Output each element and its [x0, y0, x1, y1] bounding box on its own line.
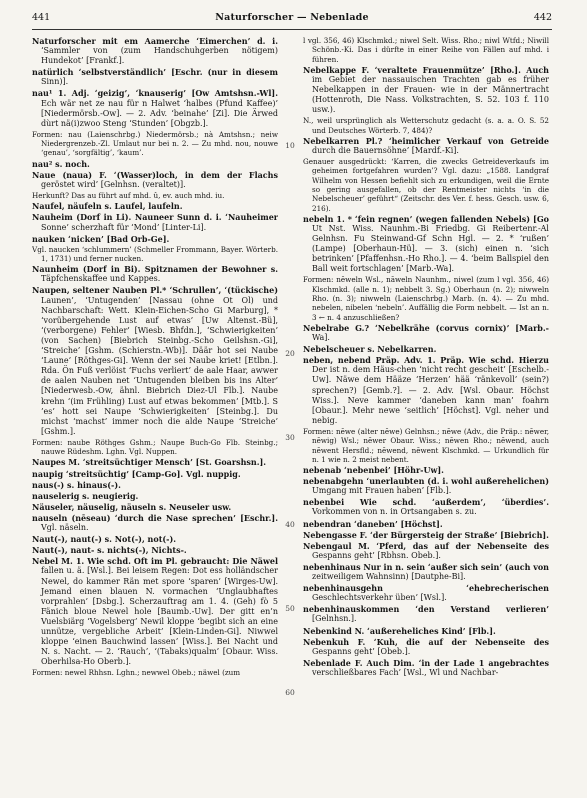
dictionary-entry: nauken ‘nicken’ [Bad Orb-Ge].	[32, 233, 170, 244]
dictionary-entry: Nebelrabe G.? ‘Nebelkrähe (corvus cornix)’ [Marb.-Wa].	[303, 322, 549, 343]
dictionary-entry: nebenhinaus Nur in n. sein ‘außer sich sein’ (auch von zeitweiligem Wahnsinn) [Dautphe-Bi].	[303, 561, 549, 582]
dictionary-entry: nauseln (nēseau) ‘durch die Nase sprechen’ [Eschr.]. Vgl. näseln.	[32, 512, 278, 533]
dictionary-entry: Nebelkarren Pl.? ‘heimlicher Verkauf von Getreide durch die Bauernsöhne’ [Mardf.-Ki].	[303, 135, 549, 156]
dictionary-entry: nebenabgehn ‘unerlaubten (d. i. wohl außerehelichen) Umgang mit Frauen haben’ [Flb.].	[303, 476, 549, 496]
dictionary-entry: Naue (naua) F. ‘(Wasser)loch, in dem der Flachs geröstet wird’ [Gelnhsn. (veraltet)].	[32, 169, 278, 189]
right-column	[303, 36, 549, 792]
dictionary-entry: Nebelkappe F. ‘veraltete Frauenmütze’ [Rho.]. Auch im Gebiet der nassauischen Trachten gab es früher Nebelkappen in der Frauen- wie in der Männertracht (Hottenroth, Die Nass. Volkstrachten, S. 52. 103 f. 110 usw.).	[303, 64, 549, 115]
dictionary-entry: nau¹ 1. Adj. ‘geizig’, ‘knauserig’ [Ow Amtshsn.-Wl]. Ech wär net ze nau für n Halwet ‘halbes (Pfund Kaffee)’ [Niedermörsb.-Ow]. — 2. Adv. ‘beinahe’ [Zi]. Die Ärwed dùrt nä(i)zwoo Steng ‘Stunden’ [Obgzb.].	[32, 88, 278, 128]
header-rule	[32, 29, 552, 30]
left-column	[32, 36, 278, 792]
line-number: 60	[285, 688, 295, 697]
entry-note: Herkunft? Das au führt auf mhd. û, ev. auch mhd. iu.	[32, 191, 225, 201]
page-number-right: 442	[533, 12, 552, 23]
running-title: Naturforscher — Nebenlade	[215, 12, 369, 23]
dictionary-entry: Naut(-), naut(-) s. Not(-), not(-).	[32, 534, 177, 545]
dictionary-entry: Näuseler, näuselig, näuseln s. Neuseler usw.	[32, 501, 232, 512]
dictionary-entry: Naunheim (Dorf in Bi). Spitznamen der Bewohner s. Täpfchenskaffee und Kappes.	[32, 264, 278, 284]
line-number: 10	[285, 141, 295, 150]
dictionary-entry: Nebelscheuer s. Nebelkarren.	[303, 344, 437, 355]
entry-note: Formen: nēwe (alter nēwe) Gelnhsn.; nēwe (Adv., die Präp.: nēwer, nēwig) Wsl.; nēwer Obaur. Wiss.; nēwen Rho.; nēwend, auch nēwent Hersfld.; nēwend, nēwent Klschmkd. — Urkundlich für n. 1 wie n. 2 meist nebent.	[303, 426, 549, 464]
dictionary-entry: Naufel, näufeln s. Laufel, laufeln.	[32, 201, 183, 212]
entry-note: l vgl. 356, 46) Klschmkd.; niwel Selt. Wiss. Rho.; niwl Wtfd.; Niwill Schönb.-Ki. Das i dürfte in einer Reihe von Fällen auf mhd. i führen.	[303, 36, 549, 64]
entry-note: Formen: naube Röthges Gshm.; Naupe Buch-Go Flb. Steinbg.; nauwe Rüdeshm. Lghn. Vgl. Nuppen.	[32, 437, 278, 457]
dictionary-entry: nebeln 1. * ‘fein regnen’ (wegen fallenden Nebels) [Go Ut Nst. Wiss. Naunhm.-Bi Friedbg. Gi Reibertenr.-Al Gelnhsn. Fu Steinwand-Gf Schn Hgl. — 2. * ‘rußen’ (Lampe) [Oberhaun-Hü]. — 3. (sich) einen n. ‘sich betrinken’ [Pfaffenhsn.-Ho Rho.]. — 4. ‘beim Ballspiel den Ball weit fortschlagen’ [Marb.-Wa].	[303, 213, 549, 274]
line-number: 20	[285, 349, 295, 358]
entry-note: N., weil ursprünglich als Wetterschutz gedacht (s. a. a. O. S. 52 und Deutsches Wörterb. 7, 484)?	[303, 116, 549, 135]
dictionary-entry: Nebenlade F. Auch Dim. ‘in der Lade 1 angebrachtes verschließbares Fach’ [Wsl., Wl und Nachbar-	[303, 657, 549, 677]
dictionary-entry: Naturforscher mit em Aamerche ‘Eimerchen’ d. i. ‘Sammler von (zum Handschuhgerben nötigem) Hundekot’ [Frankf.].	[32, 36, 278, 66]
dictionary-entry: Nebengasse F. ‘der Bürgersteig der Straße’ [Biebrich].	[303, 529, 549, 540]
dictionary-entry: nebenhinauskommen ‘den Verstand verlieren’ [Gelnhsn.].	[303, 604, 549, 624]
dictionary-entry: Naupes M. ‘streitsüchtiger Mensch’ [St. Goarshsn.].	[32, 457, 267, 468]
dictionary-entry: nau² s. noch.	[32, 158, 90, 169]
dictionary-entry: nebenbei Wie schd. ‘außerdem’, ‘überdies’. Vorkommen von n. in Ortsangaben s. zu.	[303, 497, 549, 517]
dictionary-entry: Nebel M. 1. Wie schd. Oft im Pl. gebraucht: Die Näwel fallen u. ä. [Wsl.]. Bei leisem Regen: Dot ess holländscher Newel, do kammer Rän met spore ‘sparen’ [Wirges-Uw]. Jemand einen blauen N. vormachen ‘Unglaubhaftes vorprahlen’ [Dsbg.]. Scherzauftrag am 1. 4. (Geh) fò 5 Fänich bloue Newel hole [Baumb.-Uw]. Der gitt en’n Vuelsbiärg ‘Vogelsberg’ Newil kloppe ‘begibt sich an eine unnütze, vergebliche Arbeit’ [Klein-Linden-Gi]. Niwwel kloppe ‘einen Bauchwind lassen’ [Wiss.]. Bei Nacht und N. s. Nacht. — 2. ‘Rauch’, ‘(Tabaks)qualm’ [Obaur. Wiss. Oberhilsa-Ho Oberb.].	[32, 556, 278, 667]
dictionary-entry: naupig ‘streitsüchtig’ [Camp-Go]. Vgl. nuppig.	[32, 468, 241, 479]
page-number-left: 441	[32, 12, 51, 23]
entry-note: Genauer ausgedrückt: ‘Karren, die zwecks Getreideverkaufs im geheimen fortgefahren wurden’? Vgl. dazu: „1588. Landgraf Wilhelm von Hessen befiehlt sich zu erkundigen, weil die Ernte so gering ausgefallen, ob der Rentmeister nichts ‘in die Nebelscheuer’ geführt“ (Zeitschr. des Ver. f. hess. Gesch. usw. 6, 216).	[303, 157, 549, 213]
dictionary-entry: Nauheim (Dorf in Li). Nauneer Sunn d. i. ‘Nauheimer Sonne’ scherzhaft für ‘Mond’ [Linter-Li].	[32, 212, 278, 232]
entry-note: Vgl. naucken ‘schlummern’ (Schmeller Frommann, Bayer. Wörterb. 1, 1731) und ferner nucken.	[32, 244, 278, 263]
running-header	[32, 12, 552, 26]
line-number: 30	[285, 433, 295, 442]
dictionary-entry: nebenab ‘nebenbei’ [Höhr-Uw].	[303, 465, 444, 476]
dictionary-entry: Nebengaul M. ‘Pferd, das auf der Nebenseite des Gespanns geht’ [Rbhsn. Obeb.].	[303, 540, 549, 560]
entry-note: Formen: nau (Laienschrbg.) Niedermörsb.; nà Amtshsn.; neiw Niedergrenzeb.-Zl. Umlaut nur bei n. 2. — Zu mhd. nou, nouwe ‘genau’, ‘sorgfältig’, ‘kaum’.	[32, 129, 278, 158]
line-number: 50	[285, 604, 295, 613]
dictionary-entry: Naupen, seltener Nauben Pl.* ‘Schrullen’, ‘(tückische) Launen’, ‘Untugenden’ [Nassau (ohne Ot Ol) und Nachbarschaft: Wett. Klein-Eichen-Scho Gi Marburg], * ‘vorübergehende Lust auf etwas’ [Uw Altenst.-Bü], ‘(verborgene) Fehler’ [Wiesb. Bhfdn.], ‘Schwierigkeiten’ (von Sachen) [Biebrich Steinbg.-Scho Geilshsn.-Gi], ‘Streiche’ [Gshm. (Schierstn.-Wb)]. Däär hot sei Naube ‘Laune’ [Röthges-Gi]. Wenn der sei Naube kriet! [Etlbn.]. Rda. Ön Fuß verlöist ‘Fuchs verliert’ de aale Haar, awwer de aalen Nauben net ‘Untugenden bleiben bis ins Alter’ [Niederwesb.-Ow, ähnl. Biebrich Diez-Ul Flb.]. Naube krehn ‘(im Frühling) Lust auf etwas bekommen’ [Mtb.]. S ’es’ hott sei Naupe ‘Schwierigkeiten’ [Steinbg.]. Du michst ‘machst’ immer noch die alde Naupe ‘Streiche’ [Gshm.].	[32, 285, 278, 436]
dictionary-entry: Nebenkuh F. ‘Kuh, die auf der Nebenseite des Gespanns geht’ [Obeb.].	[303, 636, 549, 656]
entry-note: Formen: nēweln Wsl., nāweln Naunhm., niwel (zum l vgl. 356, 46) Klschmkd. (alle n. 1); nebbelt 3. Sg.) Oberhaun (n. 2); niwweln Rho. (n. 3); niwweln (Laienschrbg.) Marb. (n. 4). — Zu mhd. nebelen, nibelen ‘nebeln’. Auffällig die Form nebbelt. — Ist an n. 3 ← n. 4 anzuschließen?	[303, 275, 549, 322]
dictionary-entry: natürlich ‘selbstverständlich’ [Eschr. (nur in diesem Sinn)].	[32, 67, 278, 87]
dictionary-entry: nebendran ‘daneben’ [Höchst].	[303, 518, 443, 529]
dictionary-entry: nebenhinausgehn ‘ehebrecherischen Geschlechtsverkehr üben’ [Wsl.].	[303, 583, 549, 603]
entry-note: Formen: newel Rhhsn. Lghn.; newwel Obeb.; näwel (zum	[32, 668, 241, 678]
dictionary-entry: neben, nebend Präp. Adv. 1. Präp. Wie schd. Hierzu Der ist n. dem Häus-chen ‘nicht recht gescheit’ [Eschelb.-Uw]. Näwe dem Hääze ‘Herzen’ hää ‘ränkevoll’ (sein?) sprechen?) [Gemb.?]. — 2. Adv. [Wsl. Obaur. Höchst Wiss.]. Neve kammer ‘daneben kann man’ foahrn [Obaur.]. Mehr newe ‘seitlich’ [Höchst]. Vgl. neher und nebig.	[303, 355, 549, 425]
line-number: 40	[285, 520, 295, 529]
dictionary-entry: naus(-) s. hinaus(-).	[32, 479, 121, 490]
dictionary-entry: nauselerig s. neugierig.	[32, 490, 139, 501]
dictionary-entry: Nebenkind N. ‘außereheliches Kind’ [Flb.].	[303, 625, 496, 636]
dictionary-entry: Naut(-), naut- s. nichts(-), Nichts-.	[32, 545, 187, 556]
